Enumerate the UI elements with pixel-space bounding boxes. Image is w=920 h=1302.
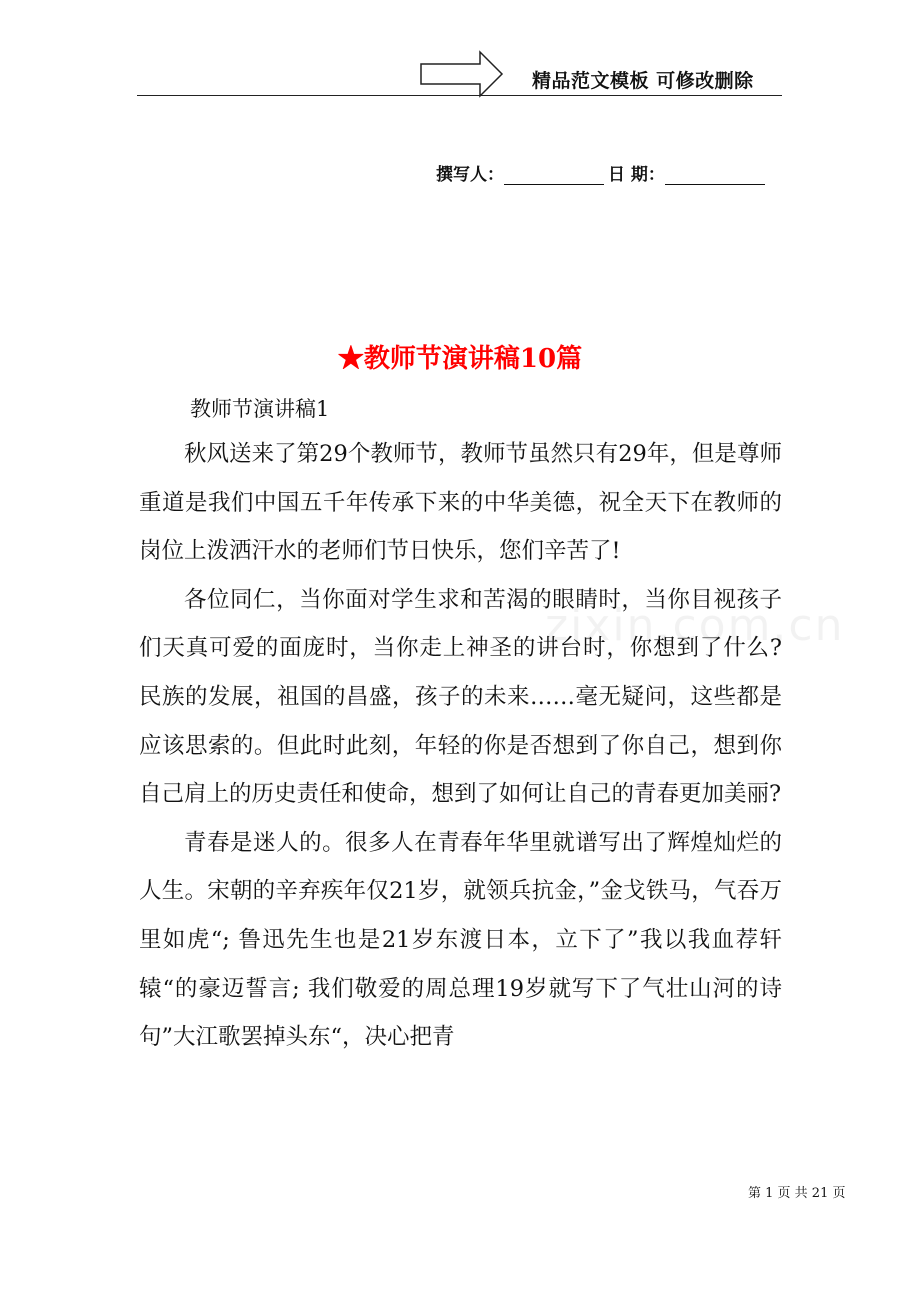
date-label: 日 期： xyxy=(608,165,665,185)
paragraph: 青春是迷人的。很多人在青春年华里就谱写出了辉煌灿烂的人生。宋朝的辛弃疾年仅21岁，就领兵抗金，”金戈铁马，气吞万里如虎“; 鲁迅先生也是21岁东渡日本，立下了”我以我血荐轩辕“的豪迈誓言; 我们敬爱的周总理19岁就写下了气壮山河的诗句”大江歌罢掉头东“，决心把青 xyxy=(139,829,782,1051)
document-title: ★教师节演讲稿10篇 xyxy=(337,344,583,374)
watermark: zixin.com.cn xyxy=(545,600,845,651)
section-subtitle: 教师节演讲稿1 xyxy=(190,397,330,421)
date-blank xyxy=(665,166,765,185)
page-footer: 第 1 页 共 21 页 xyxy=(748,1186,846,1201)
body-text xyxy=(139,430,782,1062)
author-date-line xyxy=(436,160,769,185)
paragraph: 各位同仁，当你面对学生求和苦渴的眼睛时，当你目视孩子们天真可爱的面庞时，当你走上神圣的讲台时，你想到了什么? 民族的发展，祖国的昌盛，孩子的未来……毫无疑问，这些都是应该思索的。但此时此刻，年轻的你是否想到了你自己，想到你自己肩上的历史责任和使命，想到了如何让自己的青春更加美丽? xyxy=(139,586,782,808)
arrow-icon xyxy=(420,50,504,98)
author-blank xyxy=(504,166,604,185)
author-label: 撰写人： xyxy=(436,165,504,185)
paragraph: 秋风送来了第29个教师节，教师节虽然只有29年，但是尊师重道是我们中国五千年传承下来的中华美德，祝全天下在教师的岗位上泼洒汗水的老师们节日快乐，您们辛苦了! xyxy=(139,441,782,565)
header-tag: 精品范文模板 可修改删除 xyxy=(532,70,754,92)
header-divider xyxy=(137,95,782,96)
